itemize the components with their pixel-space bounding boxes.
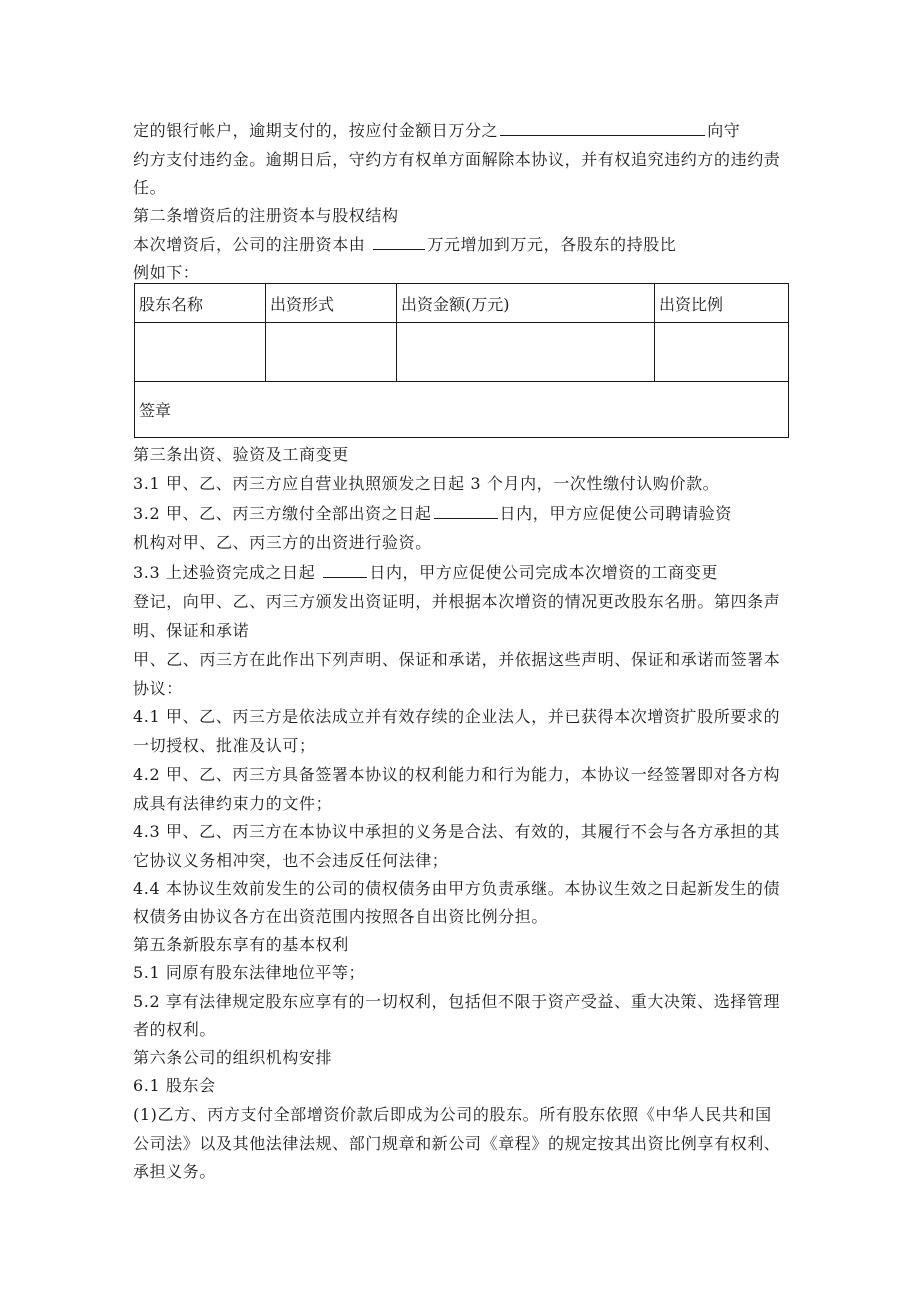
paragraph-line: 公司法》以及其他法律法规、部门规章和新公司《章程》的规定按其出资比例享有权利、: [133, 1134, 781, 1153]
paragraph-line: 明、保证和承诺: [133, 621, 250, 640]
fill-blank: [373, 235, 425, 250]
section-heading: 第三条出资、验资及工商变更: [133, 445, 349, 464]
paragraph-line: 本次增资后，公司的注册资本由 万元增加到万元，各股东的持股比: [133, 235, 677, 254]
section-heading: 第六条公司的组织机构安排: [133, 1048, 333, 1067]
header-contribution-ratio: 出资比例: [655, 284, 789, 323]
paragraph-line: 任。: [133, 178, 167, 197]
paragraph-line: 者的权利。: [133, 1020, 217, 1039]
paragraph-line: 它协议义务相冲突，也不会违反任何法律；: [133, 851, 449, 870]
paragraph-line: 一切授权、批准及认可；: [133, 736, 316, 755]
paragraph-line: 约方支付违约金。逾期日后，守约方有权单方面解除本协议，并有权追究违约方的违约责: [133, 150, 781, 169]
table-cell: [266, 323, 397, 382]
table-cell: [135, 323, 266, 382]
fill-blank: [434, 504, 498, 519]
paragraph-line: 机构对甲、乙、丙三方的出资进行验资。: [133, 533, 432, 552]
fill-blank: [323, 563, 367, 578]
table-row: [135, 323, 789, 382]
paragraph-line: 登记，向甲、乙、丙三方颁发出资证明，并根据本次增资的情况更改股东名册。第四条声: [133, 592, 781, 611]
paragraph-line: 5.1 同原有股东法律地位平等；: [133, 963, 366, 982]
paragraph-line: 定的银行帐户，逾期支付的，按应付金额日万分之 向守: [133, 121, 741, 140]
header-contribution-amount: 出资金额(万元): [397, 284, 655, 323]
paragraph-line: 3.3 上述验资完成之日起 日内，甲方应促使公司完成本次增资的工商变更: [133, 563, 718, 582]
subsection-heading: 6.1 股东会: [133, 1076, 216, 1095]
paragraph-line: 成具有法律约束力的文件；: [133, 794, 333, 813]
table-header-row: [135, 284, 789, 323]
paragraph-line: 甲、乙、丙三方在此作出下列声明、保证和承诺，并依据这些声明、保证和承诺而签署本: [133, 650, 781, 669]
paragraph-line: 4.3 甲、乙、丙三方在本协议中承担的义务是合法、有效的，其履行不会与各方承担的其: [133, 822, 781, 841]
paragraph-line: 4.4 本协议生效前发生的公司的债权债务由甲方负责承继。本协议生效之日起新发生的债: [133, 879, 781, 898]
paragraph-line: 承担义务。: [133, 1162, 217, 1181]
signature-label: 签章: [135, 382, 789, 438]
paragraph-line: 协议：: [133, 679, 183, 698]
fill-blank: [500, 121, 705, 136]
paragraph-line: 例如下：: [133, 263, 200, 282]
paragraph-line: 4.1 甲、乙、丙三方是依法成立并有效存续的企业法人，并已获得本次增资扩股所要求的: [133, 707, 781, 726]
paragraph-line: 5.2 享有法律规定股东应享有的一切权利，包括但不限于资产受益、重大决策、选择管理: [133, 992, 781, 1011]
paragraph-line: 4.2 甲、乙、丙三方具备签署本协议的权利能力和行为能力，本协议一经签署即对各方构: [133, 765, 781, 784]
paragraph-line: (1)乙方、丙方支付全部增资价款后即成为公司的股东。所有股东依照《中华人民共和国: [133, 1105, 772, 1124]
section-heading: 第五条新股东享有的基本权利: [133, 935, 349, 954]
paragraph-line: 权债务由协议各方在出资范围内按照各自出资比例分担。: [133, 907, 549, 926]
header-shareholder-name: 股东名称: [135, 284, 266, 323]
paragraph-line: 3.1 甲、乙、丙三方应自营业执照颁发之日起 3 个月内，一次性缴付认购价款。: [133, 474, 720, 493]
shareholding-table: [134, 283, 789, 438]
paragraph-line: 3.2 甲、乙、丙三方缴付全部出资之日起 日内，甲方应促使公司聘请验资: [133, 504, 732, 523]
table-cell: [397, 323, 655, 382]
section-heading: 第二条增资后的注册资本与股权结构: [133, 206, 399, 225]
header-contribution-form: 出资形式: [266, 284, 397, 323]
table-cell: [655, 323, 789, 382]
signature-row: [135, 382, 789, 438]
